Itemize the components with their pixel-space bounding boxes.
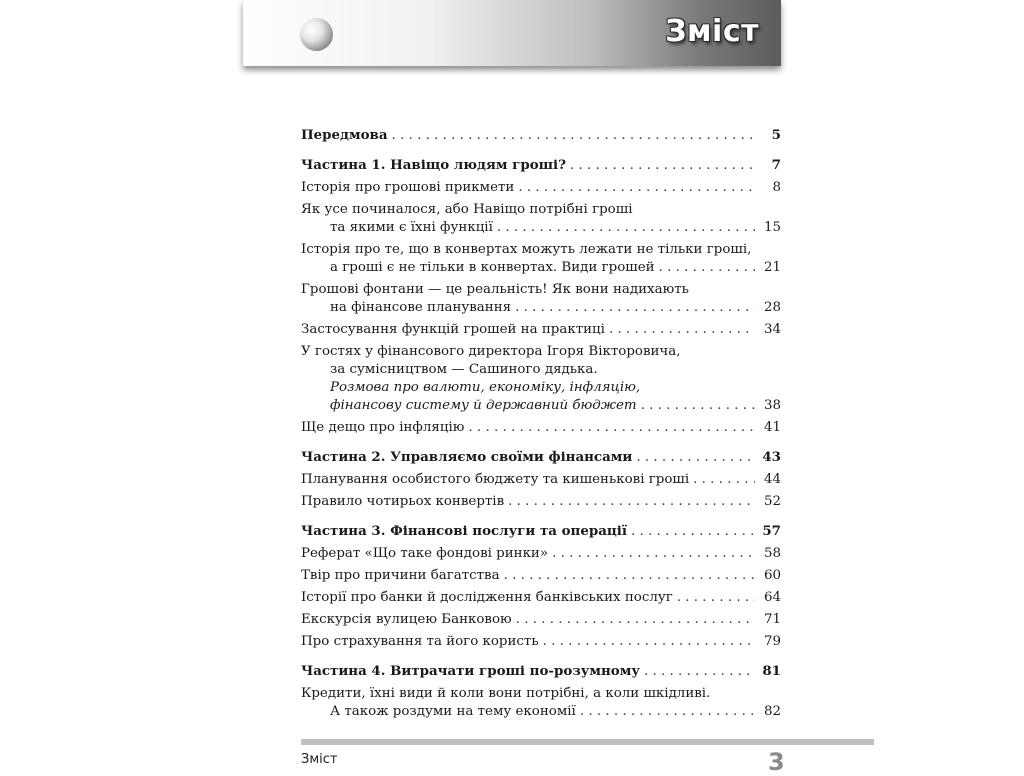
toc-line <box>301 397 781 415</box>
toc-entry-title: Частина 2. Управляємо своїми фінансами <box>301 449 633 465</box>
toc-line <box>301 611 781 629</box>
toc-entry-title: Як усе починалося, або Навіщо потрібні гроші <box>301 202 633 217</box>
toc-line <box>301 379 781 397</box>
leader-dots <box>392 127 755 145</box>
toc-entry-title: фінансову систему й державний бюджет <box>330 398 637 413</box>
toc-entry-title: У гостях у фінансового директора Ігоря Вікторовича, <box>301 344 681 359</box>
toc-entry <box>301 685 781 721</box>
toc-entry-title: А також роздуми на тему економії <box>330 704 576 719</box>
toc-entry-title: Передмова <box>301 127 388 143</box>
toc-line <box>301 448 781 467</box>
toc-entry <box>301 281 781 317</box>
toc-page-number: 8 <box>772 180 781 195</box>
toc-page-number: 81 <box>762 663 781 679</box>
leader-dots <box>631 523 755 541</box>
toc-section <box>301 448 781 467</box>
leader-dots <box>580 703 755 721</box>
footer-label: Зміст <box>301 752 338 767</box>
toc-entry <box>301 611 781 629</box>
toc-entry <box>301 321 781 339</box>
toc-entry-title: Частина 3. Фінансові послуги та операції <box>301 523 627 539</box>
leader-dots <box>515 299 755 317</box>
toc-entry <box>301 493 781 511</box>
toc-line <box>301 241 781 259</box>
toc-page-number: 7 <box>771 157 781 173</box>
leader-dots <box>659 259 755 277</box>
toc-entry-title: Кредити, їхні види й коли вони потрібні, а коли шкідливі. <box>301 686 711 701</box>
toc-line <box>301 299 781 317</box>
toc-section <box>301 156 781 175</box>
toc-entry-title: Ще дещо про інфляцію <box>301 420 465 435</box>
toc-page-number: 64 <box>763 590 781 605</box>
toc-entry-title: Про страхування та його користь <box>301 634 539 649</box>
toc-line <box>301 126 781 145</box>
toc-entry-title: за сумісництвом — Сашиного дядька. <box>330 362 598 377</box>
toc-line <box>301 201 781 219</box>
toc-entry-title: Планування особистого бюджету та кишенькові гроші <box>301 472 690 487</box>
toc-page-number: 38 <box>763 398 781 413</box>
toc-entry-title: а гроші є не тільки в конвертах. Види грошей <box>330 260 655 275</box>
toc-entry <box>301 179 781 197</box>
toc-page-number: 43 <box>762 449 781 465</box>
toc-entry-title: Історії про банки й дослідження банківських послуг <box>301 590 673 605</box>
toc-page-number: 34 <box>763 322 781 337</box>
toc-entry <box>301 545 781 563</box>
leader-dots <box>497 219 755 237</box>
toc-entry-title: та якими є їхні функції <box>330 220 493 235</box>
table-of-contents <box>301 126 781 725</box>
toc-entry <box>301 589 781 607</box>
toc-page-number: 52 <box>763 494 781 509</box>
toc-entry <box>301 471 781 489</box>
toc-line <box>301 321 781 339</box>
toc-section <box>301 126 781 145</box>
toc-entry-title: Розмова про валюти, економіку, інфляцію, <box>330 380 641 395</box>
toc-entry-title: Частина 4. Витрачати гроші по-розумному <box>301 663 640 679</box>
toc-line <box>301 219 781 237</box>
toc-page-number: 15 <box>763 220 781 235</box>
toc-line <box>301 703 781 721</box>
leader-dots <box>644 663 755 681</box>
toc-page-number: 71 <box>763 612 781 627</box>
leader-dots <box>693 471 755 489</box>
footer-page-number: 3 <box>768 748 785 776</box>
toc-page-number: 58 <box>763 546 781 561</box>
leader-dots <box>518 179 755 197</box>
leader-dots <box>468 419 755 437</box>
toc-entry <box>301 633 781 651</box>
toc-page-number: 79 <box>763 634 781 649</box>
toc-line <box>301 662 781 681</box>
toc-line <box>301 419 781 437</box>
toc-page-number: 57 <box>762 523 781 539</box>
toc-page-number: 5 <box>771 127 781 143</box>
toc-entry-title: Історія про те, що в конвертах можуть лежати не тільки гроші, <box>301 242 752 257</box>
toc-line <box>301 343 781 361</box>
toc-section <box>301 662 781 681</box>
toc-page-number: 41 <box>763 420 781 435</box>
leader-dots <box>636 449 755 467</box>
toc-entry-title: Правило чотирьох конвертів <box>301 494 505 509</box>
toc-entry-title: Екскурсія вулицею Банковою <box>301 612 512 627</box>
toc-line <box>301 545 781 563</box>
toc-entry-title: Застосування функцій грошей на практиці <box>301 322 605 337</box>
toc-entry-title: Реферат «Що таке фондові ринки» <box>301 546 549 561</box>
footer-divider <box>301 739 874 745</box>
toc-entry <box>301 419 781 437</box>
toc-line <box>301 685 781 703</box>
toc-entry-title: на фінансове планування <box>330 300 512 315</box>
toc-entry-title: Твір про причини багатства <box>301 568 500 583</box>
toc-line <box>301 156 781 175</box>
page-title: Зміст <box>665 14 759 49</box>
toc-line <box>301 633 781 651</box>
leader-dots <box>543 633 755 651</box>
toc-line <box>301 567 781 585</box>
toc-page-number: 21 <box>763 260 781 275</box>
toc-entry-title: Історія про грошові прикмети <box>301 180 515 195</box>
toc-line <box>301 281 781 299</box>
leader-dots <box>677 589 755 607</box>
toc-entry-title: Частина 1. Навіщо людям гроші? <box>301 157 566 173</box>
toc-line <box>301 259 781 277</box>
toc-line <box>301 522 781 541</box>
toc-line <box>301 361 781 379</box>
toc-page-number: 60 <box>763 568 781 583</box>
toc-section <box>301 522 781 541</box>
toc-line <box>301 179 781 197</box>
toc-line <box>301 589 781 607</box>
leader-dots <box>609 321 755 339</box>
leader-dots <box>570 157 755 175</box>
toc-entry <box>301 567 781 585</box>
toc-page-number: 82 <box>763 704 781 719</box>
leader-dots <box>516 611 755 629</box>
leader-dots <box>552 545 755 563</box>
leader-dots <box>508 493 755 511</box>
toc-entry <box>301 343 781 415</box>
toc-page-number: 44 <box>763 472 781 487</box>
toc-entry <box>301 241 781 277</box>
toc-page-number: 28 <box>763 300 781 315</box>
toc-line <box>301 493 781 511</box>
leader-dots <box>641 397 755 415</box>
toc-entry <box>301 201 781 237</box>
toc-entry-title: Грошові фонтани — це реальність! Як вони надихають <box>301 282 689 297</box>
sphere-decoration-icon <box>300 18 333 51</box>
leader-dots <box>504 567 755 585</box>
toc-line <box>301 471 781 489</box>
